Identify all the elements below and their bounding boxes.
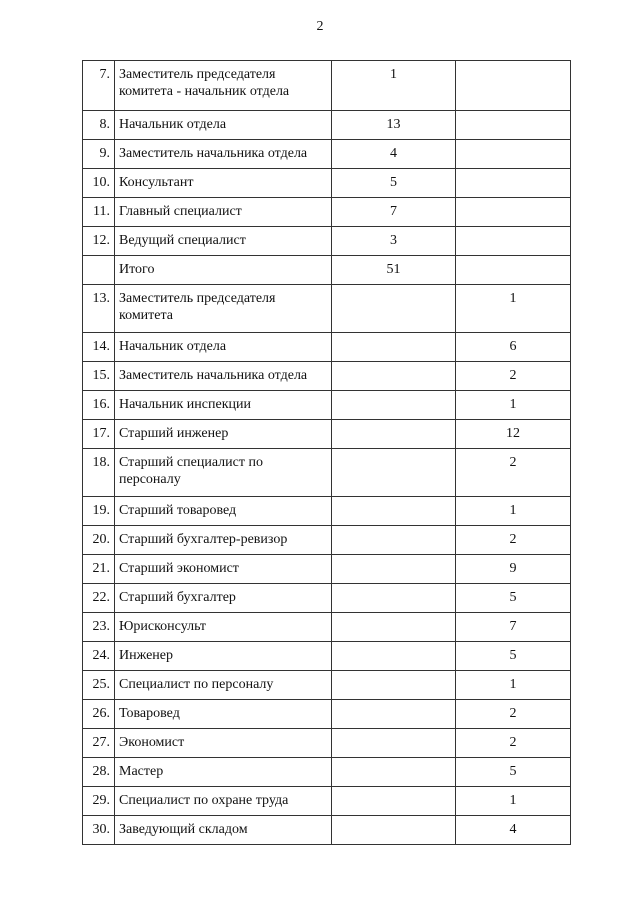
count-column-2: 2 — [456, 700, 571, 729]
count-column-1: 4 — [332, 140, 456, 169]
row-number: 22. — [83, 584, 115, 613]
position-name: Главный специалист — [115, 198, 332, 227]
staff-table-body — [83, 61, 571, 845]
count-column-1 — [332, 362, 456, 391]
row-number: 25. — [83, 671, 115, 700]
position-name: Специалист по персоналу — [115, 671, 332, 700]
position-name: Специалист по охране труда — [115, 787, 332, 816]
count-column-1 — [332, 787, 456, 816]
count-column-2: 1 — [456, 671, 571, 700]
count-column-2: 2 — [456, 729, 571, 758]
row-number: 24. — [83, 642, 115, 671]
position-name: Ведущий специалист — [115, 227, 332, 256]
table-row — [83, 555, 571, 584]
count-column-2 — [456, 227, 571, 256]
row-number: 26. — [83, 700, 115, 729]
table-row — [83, 497, 571, 526]
page-number: 2 — [316, 19, 324, 34]
count-column-1 — [332, 449, 456, 497]
table-row — [83, 816, 571, 845]
table-row — [83, 140, 571, 169]
count-column-2: 12 — [456, 420, 571, 449]
row-number: 30. — [83, 816, 115, 845]
row-number: 23. — [83, 613, 115, 642]
row-number: 29. — [83, 787, 115, 816]
count-column-2: 9 — [456, 555, 571, 584]
count-column-2: 5 — [456, 758, 571, 787]
count-column-2: 1 — [456, 787, 571, 816]
position-name: Товаровед — [115, 700, 332, 729]
position-name: Старший экономист — [115, 555, 332, 584]
table-row — [83, 671, 571, 700]
row-number: 8. — [83, 111, 115, 140]
total-label: Итого — [115, 256, 332, 285]
count-column-2: 4 — [456, 816, 571, 845]
count-column-2 — [456, 169, 571, 198]
position-name: Начальник отдела — [115, 111, 332, 140]
count-column-1 — [332, 816, 456, 845]
count-column-2: 5 — [456, 584, 571, 613]
position-name: Юрисконсульт — [115, 613, 332, 642]
position-name: Заведующий складом — [115, 816, 332, 845]
count-column-2: 2 — [456, 449, 571, 497]
position-name: Инженер — [115, 642, 332, 671]
count-column-1 — [332, 700, 456, 729]
table-row — [83, 642, 571, 671]
row-number: 16. — [83, 391, 115, 420]
table-row — [83, 700, 571, 729]
count-column-2: 5 — [456, 642, 571, 671]
count-column-1: 1 — [332, 61, 456, 111]
row-number: 21. — [83, 555, 115, 584]
row-number: 12. — [83, 227, 115, 256]
table-row — [83, 391, 571, 420]
position-name: Экономист — [115, 729, 332, 758]
row-number: 18. — [83, 449, 115, 497]
table-row — [83, 613, 571, 642]
count-column-1 — [332, 729, 456, 758]
table-row — [83, 111, 571, 140]
count-column-1 — [332, 285, 456, 333]
position-name: Заместитель начальника отдела — [115, 140, 332, 169]
count-column-2 — [456, 61, 571, 111]
table-row — [83, 420, 571, 449]
table-row — [83, 169, 571, 198]
count-column-2: 1 — [456, 285, 571, 333]
table-row — [83, 333, 571, 362]
count-column-1 — [332, 642, 456, 671]
count-column-2: 1 — [456, 497, 571, 526]
row-number: 11. — [83, 198, 115, 227]
total-value: 51 — [332, 256, 456, 285]
row-number: 20. — [83, 526, 115, 555]
row-number: 14. — [83, 333, 115, 362]
count-column-2 — [456, 111, 571, 140]
row-number: 28. — [83, 758, 115, 787]
position-name: Старший бухгалтер — [115, 584, 332, 613]
count-column-2 — [456, 256, 571, 285]
table-row — [83, 787, 571, 816]
count-column-1: 5 — [332, 169, 456, 198]
position-name: Старший специалист по персоналу — [115, 449, 332, 497]
position-name: Заместитель председателя комитета — [115, 285, 332, 333]
row-number: 17. — [83, 420, 115, 449]
count-column-1: 13 — [332, 111, 456, 140]
position-name: Начальник отдела — [115, 333, 332, 362]
staff-table — [82, 60, 571, 845]
row-number — [83, 256, 115, 285]
position-name: Мастер — [115, 758, 332, 787]
count-column-1 — [332, 526, 456, 555]
count-column-2 — [456, 198, 571, 227]
position-name: Начальник инспекции — [115, 391, 332, 420]
row-number: 10. — [83, 169, 115, 198]
count-column-1 — [332, 758, 456, 787]
table-row — [83, 729, 571, 758]
position-name: Старший бухгалтер-ревизор — [115, 526, 332, 555]
table-row — [83, 198, 571, 227]
table-row — [83, 526, 571, 555]
count-column-1 — [332, 333, 456, 362]
count-column-1: 3 — [332, 227, 456, 256]
table-row — [83, 61, 571, 111]
position-name: Старший инженер — [115, 420, 332, 449]
count-column-2: 1 — [456, 391, 571, 420]
table-row — [83, 758, 571, 787]
count-column-2: 2 — [456, 362, 571, 391]
count-column-1 — [332, 555, 456, 584]
count-column-2: 7 — [456, 613, 571, 642]
count-column-2: 2 — [456, 526, 571, 555]
count-column-1: 7 — [332, 198, 456, 227]
position-name: Заместитель председателя комитета - начальник отдела — [115, 61, 332, 111]
row-number: 15. — [83, 362, 115, 391]
table-row — [83, 449, 571, 497]
count-column-1 — [332, 584, 456, 613]
table-row — [83, 285, 571, 333]
row-number: 19. — [83, 497, 115, 526]
row-number: 7. — [83, 61, 115, 111]
count-column-1 — [332, 497, 456, 526]
position-name: Заместитель начальника отдела — [115, 362, 332, 391]
count-column-2 — [456, 140, 571, 169]
position-name: Старший товаровед — [115, 497, 332, 526]
count-column-1 — [332, 671, 456, 700]
table-row — [83, 227, 571, 256]
row-number: 13. — [83, 285, 115, 333]
position-name: Консультант — [115, 169, 332, 198]
row-number: 27. — [83, 729, 115, 758]
table-row — [83, 584, 571, 613]
count-column-1 — [332, 613, 456, 642]
count-column-1 — [332, 420, 456, 449]
count-column-2: 6 — [456, 333, 571, 362]
total-row — [83, 256, 571, 285]
table-row — [83, 362, 571, 391]
count-column-1 — [332, 391, 456, 420]
row-number: 9. — [83, 140, 115, 169]
